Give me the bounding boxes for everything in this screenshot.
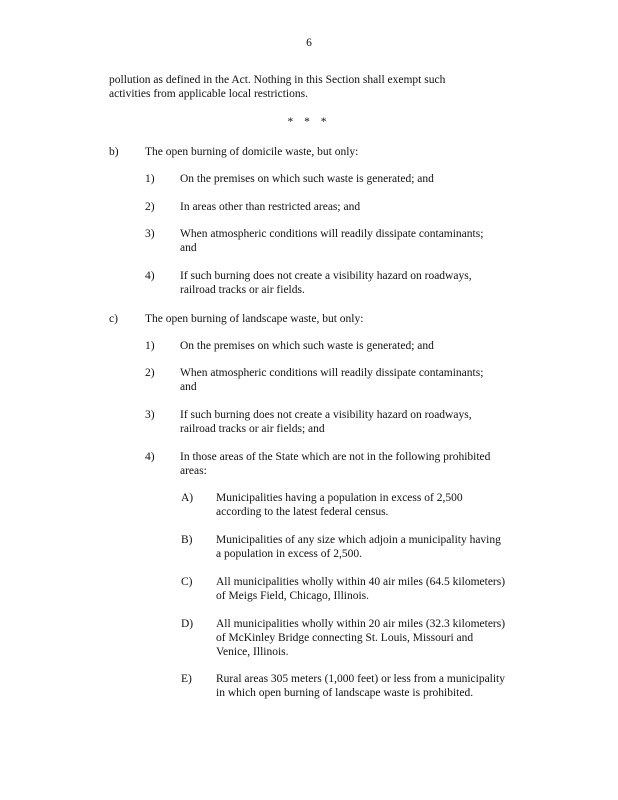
subitem-marker: C) [181,576,193,588]
item-marker: 2) [145,201,155,213]
item-marker: 3) [145,409,155,421]
item-text: When atmospheric conditions will readily dissipate contaminants; and [180,228,484,254]
section-heading: The open burning of domicile waste, but only: [145,146,359,158]
subitem-marker: A) [181,492,194,504]
item-text: When atmospheric conditions will readily dissipate contaminants; and [180,367,484,393]
item-text: On the premises on which such waste is generated; and [180,340,434,352]
item-text: In those areas of the State which are not in the following prohibited areas: [180,451,491,477]
item-marker: 3) [145,228,155,240]
item-marker: 4) [145,270,155,282]
item-text: In areas other than restricted areas; and [180,201,361,213]
subitem-marker: D) [181,618,194,630]
section-marker: c) [109,313,118,325]
subitem-marker: B) [181,534,193,546]
section-separator: * * * [287,116,331,128]
item-marker: 2) [145,367,155,379]
subitem-text: All municipalities wholly within 20 air miles (32.3 kilometers) of McKinley Bridge connecting St. Louis, Missouri and Venice, Illinois. [216,618,506,658]
section-heading: The open burning of landscape waste, but only: [145,313,364,325]
subitem-text: All municipalities wholly within 40 air miles (64.5 kilometers) of Meigs Field, Chicago, Illinois. [216,576,506,602]
intro-paragraph: pollution as defined in the Act. Nothing in this Section shall exempt such activities from applicable local restrictions. [109,74,446,100]
item-marker: 4) [145,451,155,463]
subitem-marker: E) [181,673,192,685]
item-marker: 1) [145,340,155,352]
item-text: If such burning does not create a visibility hazard on roadways, railroad tracks or air fields; and [180,409,472,435]
item-text: If such burning does not create a visibility hazard on roadways, railroad tracks or air fields. [180,270,472,296]
section-marker: b) [109,146,119,158]
subitem-text: Rural areas 305 meters (1,000 feet) or less from a municipality in which open burning of landscape waste is prohibited. [216,673,506,699]
subitem-text: Municipalities having a population in excess of 2,500 according to the latest federal census. [216,492,463,518]
item-marker: 1) [145,173,155,185]
item-text: On the premises on which such waste is generated; and [180,173,434,185]
page-number: 6 [306,37,312,49]
subitem-text: Municipalities of any size which adjoin a municipality having a population in excess of 2,500. [216,534,501,560]
